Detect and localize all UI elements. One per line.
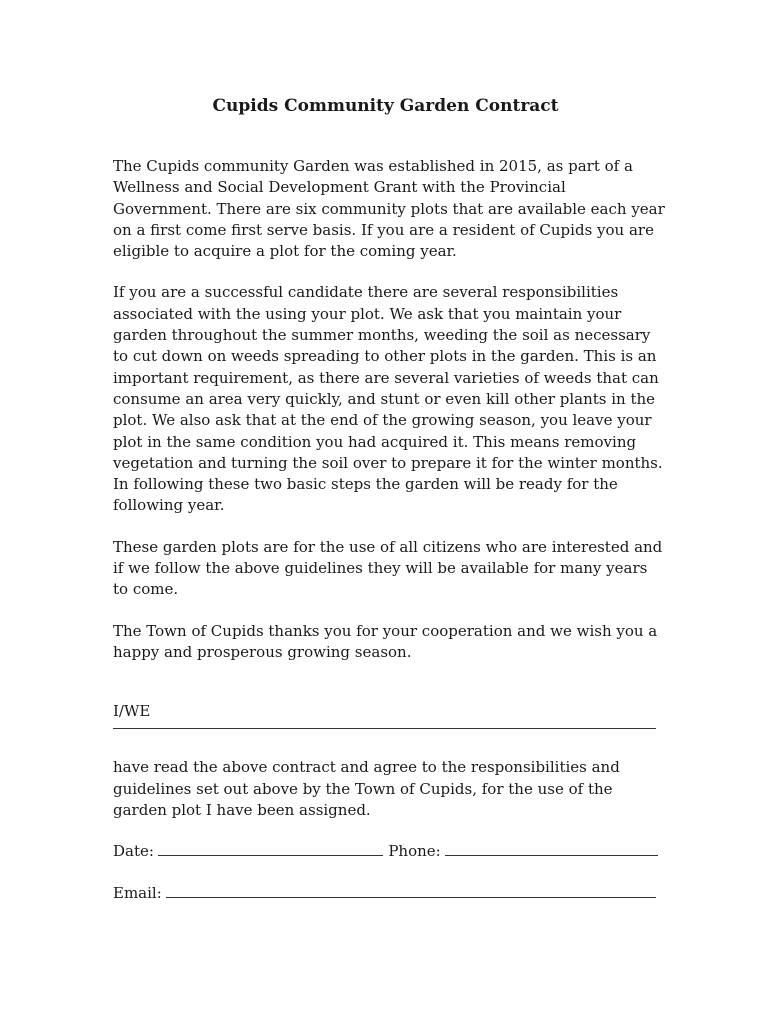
- email-row: [113, 883, 658, 904]
- text-line: garden throughout the summer months, weeding the soil as necessary: [113, 326, 651, 345]
- text-line: The Town of Cupids thanks you for your cooperation and we wish you a: [113, 621, 658, 640]
- email-field[interactable]: [166, 883, 656, 898]
- paragraph-responsibilities: [113, 282, 663, 516]
- text-line: These garden plots are for the use of all citizens who are interested and: [113, 537, 663, 556]
- iwe-label: I/WE: [113, 702, 151, 721]
- paragraph-citizens: [113, 537, 663, 601]
- paragraph-intro: [113, 156, 665, 262]
- phone-field[interactable]: [445, 841, 658, 856]
- text-line: consume an area very quickly, and stunt or even kill other plants in the: [113, 389, 656, 408]
- text-line: have read the above contract and agree to the responsibilities and: [113, 758, 620, 777]
- date-field[interactable]: [158, 841, 383, 856]
- text-line: if we follow the above guidelines they will be available for many years: [113, 559, 648, 578]
- text-line: eligible to acquire a plot for the coming year.: [113, 242, 457, 261]
- text-line: associated with the using your plot. We ask that you maintain your: [113, 304, 622, 323]
- text-line: plot. We also ask that at the end of the growing season, you leave your: [113, 411, 652, 430]
- text-line: Wellness and Social Development Grant with the Provincial: [113, 178, 566, 197]
- paragraph-acknowledgement: [113, 757, 658, 821]
- contract-page: [113, 95, 665, 904]
- text-line: guidelines set out above by the Town of Cupids, for the use of the: [113, 779, 613, 798]
- text-line: on a first come first serve basis. If you are a resident of Cupids you are: [113, 220, 654, 239]
- text-line: to cut down on weeds spreading to other plots in the garden. This is an: [113, 347, 657, 366]
- text-line: The Cupids community Garden was established in 2015, as part of a: [113, 157, 633, 175]
- text-line: to come.: [113, 580, 179, 599]
- document-title: Cupids Community Garden Contract: [212, 96, 559, 116]
- date-label: Date:: [113, 842, 154, 861]
- date-phone-row: [113, 841, 658, 862]
- text-line: following year.: [113, 496, 225, 515]
- text-line: If you are a successful candidate there are several responsibilities: [113, 283, 619, 302]
- paragraph-thanks: [113, 621, 658, 664]
- text-line: important requirement, as there are several varieties of weeds that can: [113, 368, 659, 387]
- text-line: plot in the same condition you had acquired it. This means removing: [113, 432, 637, 451]
- text-line: Government. There are six community plots that are available each year: [113, 199, 665, 218]
- text-line: happy and prosperous growing season.: [113, 642, 412, 661]
- text-line: vegetation and turning the soil over to prepare it for the winter months.: [113, 453, 663, 472]
- names-signature-line[interactable]: [113, 722, 656, 729]
- text-line: In following these two basic steps the garden will be ready for the: [113, 475, 618, 494]
- text-line: garden plot I have been assigned.: [113, 800, 371, 819]
- email-label: Email:: [113, 884, 162, 903]
- phone-label: Phone:: [388, 842, 441, 861]
